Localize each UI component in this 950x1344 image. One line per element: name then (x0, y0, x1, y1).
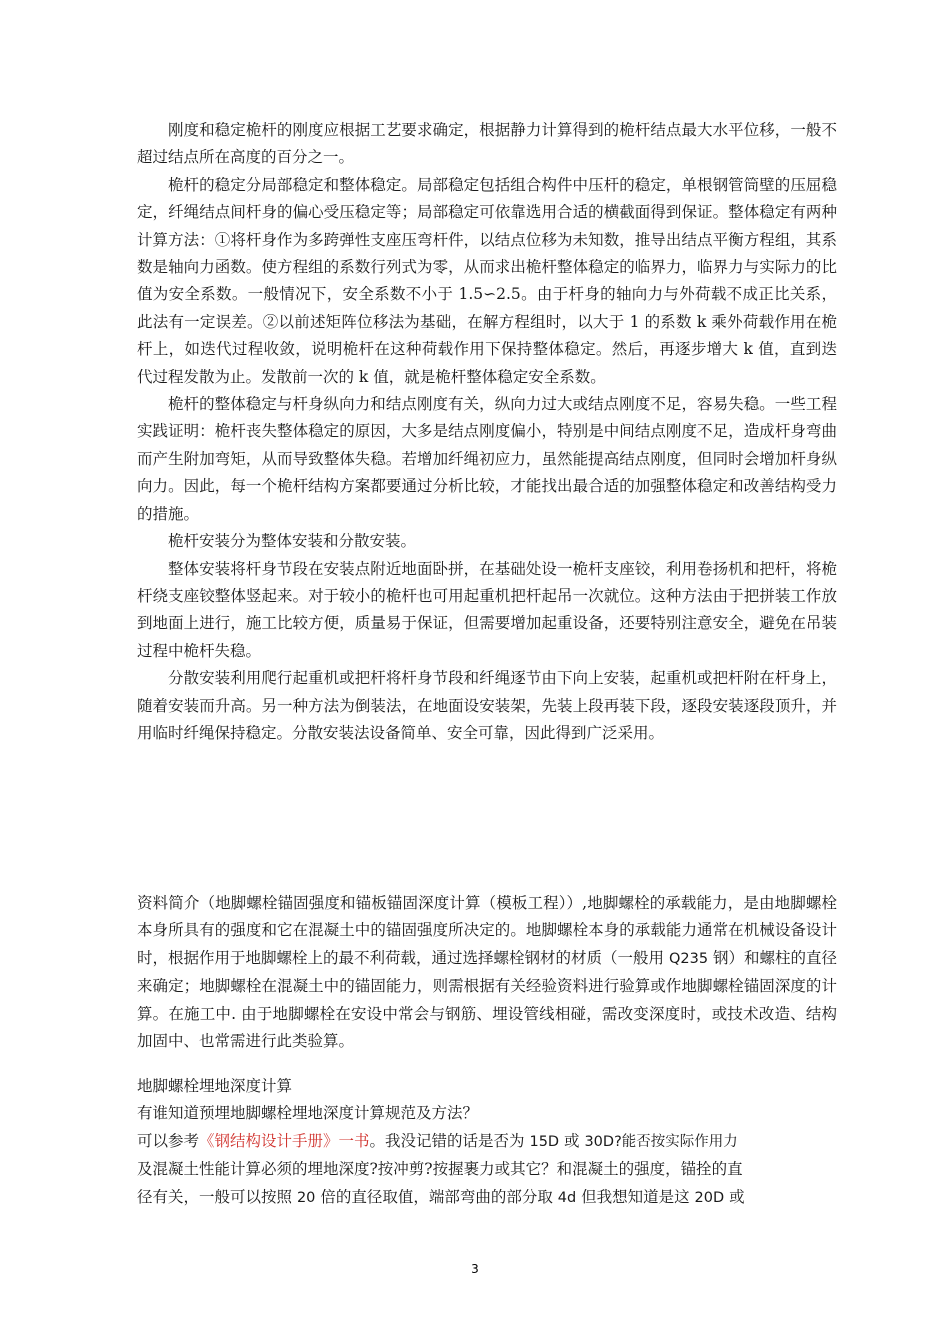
paragraph-stability: 桅杆的稳定分局部稳定和整体稳定。局部稳定包括组合构件中压杆的稳定，单根钢管筒壁的压屈稳定，纤绳结点间杆身的偏心受压稳定等；局部稳定可依靠选用合适的横截面得到保证。整体稳定有两种计算方法：①将杆身作为多跨弹性支座压弯杆件，以结点位移为未知数，推导出结点平衡方程组，其系数是轴向力函数。使方程组的系数行列式为零，从而求出桅杆整体稳定的临界力，临界力与实际力的比值为安全系数。一般情况下，安全系数不小于 1.5∽2.5。由于杆身的轴向力与外荷载不成正比关系，此法有一定误差。②以前述矩阵位移法为基础，在解方程组时，以大于 1 的系数 k 乘外荷载作用在桅杆上，如迭代过程收敛，说明桅杆在这种荷载作用下保持整体稳定。然后，再逐步增大 k 值，直到迭代过程发散为止。发散前一次的 k 值，就是桅杆整体稳定安全系数。 (137, 175, 837, 386)
answer-line-1 (137, 1128, 837, 1156)
answer-20: 20 (296, 1189, 316, 1206)
summary-paragraph (137, 890, 837, 1055)
question-line: 有谁知道预埋地脚螺栓埋地深度计算规范及方法？ (137, 1104, 479, 1123)
paragraph-overall-stability: 桅杆的整体稳定与杆身纵向力和结点刚度有关，纵向力过大或结点刚度不足，容易失稳。一些工程实践证明：桅杆丧失整体稳定的原因，大多是结点刚度偏小，特别是中间结点刚度不足，造成杆身弯曲而产生附加弯矩，从而导致整体失稳。若增加纤绳初应力，虽然能提高结点刚度，但同时会增加杆身纵向力。因此，每一个桅杆结构方案都要通过分析比较，才能找出最合适的加强整体稳定和改善结构受力的措施。 (137, 395, 837, 523)
summary-text-a: 资料简介（地脚螺栓锚固强度和锚板锚固深度计算（模板工程））,地脚螺栓的承载能力，是由地脚螺栓本身所具有的强度和它在混凝土中的锚固强度所决定的。地脚螺栓本身的承载能力通常在机械设备设计时，根据作用于地脚螺栓上的最不利荷载，通过选择螺栓钢材的材质（一般用 (137, 894, 837, 967)
summary-block (137, 890, 837, 1055)
answer-text-3e: 但我想知道是这 (576, 1187, 695, 1206)
answer-15d: 15D (529, 1133, 560, 1150)
book-reference-link[interactable]: 《钢结构设计手册》一书 (199, 1131, 370, 1150)
paragraph-stiffness: 刚度和稳定桅杆的刚度应根据工艺要求确定，根据静力计算得到的桅杆结点最大水平位移，一般不超过结点所在高度的百分之一。 (137, 121, 837, 167)
answer-30d: 30D?能否按实际作用力 (584, 1133, 738, 1150)
answer-prefix: 可以参考 (137, 1131, 200, 1150)
paragraph-installation: 桅杆安装分为整体安装和分散安装。 (168, 532, 417, 551)
section-heading: 地脚螺栓埋地深度计算 (137, 1077, 293, 1095)
answer-text-3c: 倍的直径取值，端部弯曲的部分取 (315, 1187, 558, 1206)
paragraph-segment-installation: 分散安装利用爬行起重机或把杆将杆身节段和纤绳逐节由下向上安装，起重机或把杆附在杆身上，随着安装而升高。另一种方法为倒装法，在地面设安装架，先装上段再装下段，逐段安装逐段顶升，并用临时纤绳保持稳定。分散安装法设备简单、安全可靠，因此得到广泛采用。 (137, 669, 837, 742)
answer-20d: 20D (694, 1189, 725, 1206)
answer-text-3g: 或 (724, 1187, 745, 1206)
qa-section (137, 1073, 837, 1212)
answer-text-3a: 径有关，一般可以按照 (137, 1187, 297, 1206)
answer-line-2: 及混凝土性能计算必须的埋地深度?按冲剪?按握裹力或其它？和混凝土的强度，锚拴的直 (137, 1160, 743, 1179)
answer-line-3 (137, 1184, 837, 1212)
steel-grade: Q235 (668, 950, 709, 967)
paragraph-whole-installation: 整体安装将杆身节段在安装点附近地面卧拼，在基础处设一桅杆支座铰，利用卷扬机和把杆，将桅杆绕支座铰整体竖起来。对于较小的桅杆也可用起重机把杆起吊一次就位。这种方法由于把拼装工作放到地面上进行，施工比较方便，质量易于保证，但需要增加起重设备，还要特别注意安全，避免在吊装过程中桅杆失稳。 (137, 559, 837, 660)
answer-4d: 4d (557, 1189, 577, 1206)
answer-text-c: 或 (559, 1131, 585, 1150)
page-number: 3 (471, 1262, 479, 1276)
main-text (137, 117, 837, 747)
answer-text-a: 。我没记错的话是否为 (369, 1131, 530, 1150)
summary-text-b: 钢）和螺柱的直径来确定；地脚螺栓在混凝土中的锚固能力，则需根据有关经验资料进行验算或作地脚螺栓锚固深度的计算。在施工中. 由于地脚螺栓在安设中常会与钢筋、埋设管线相碰，需改变深度时，或技术改造、结构加固中、也常需进行此类验算。 (137, 948, 837, 1051)
